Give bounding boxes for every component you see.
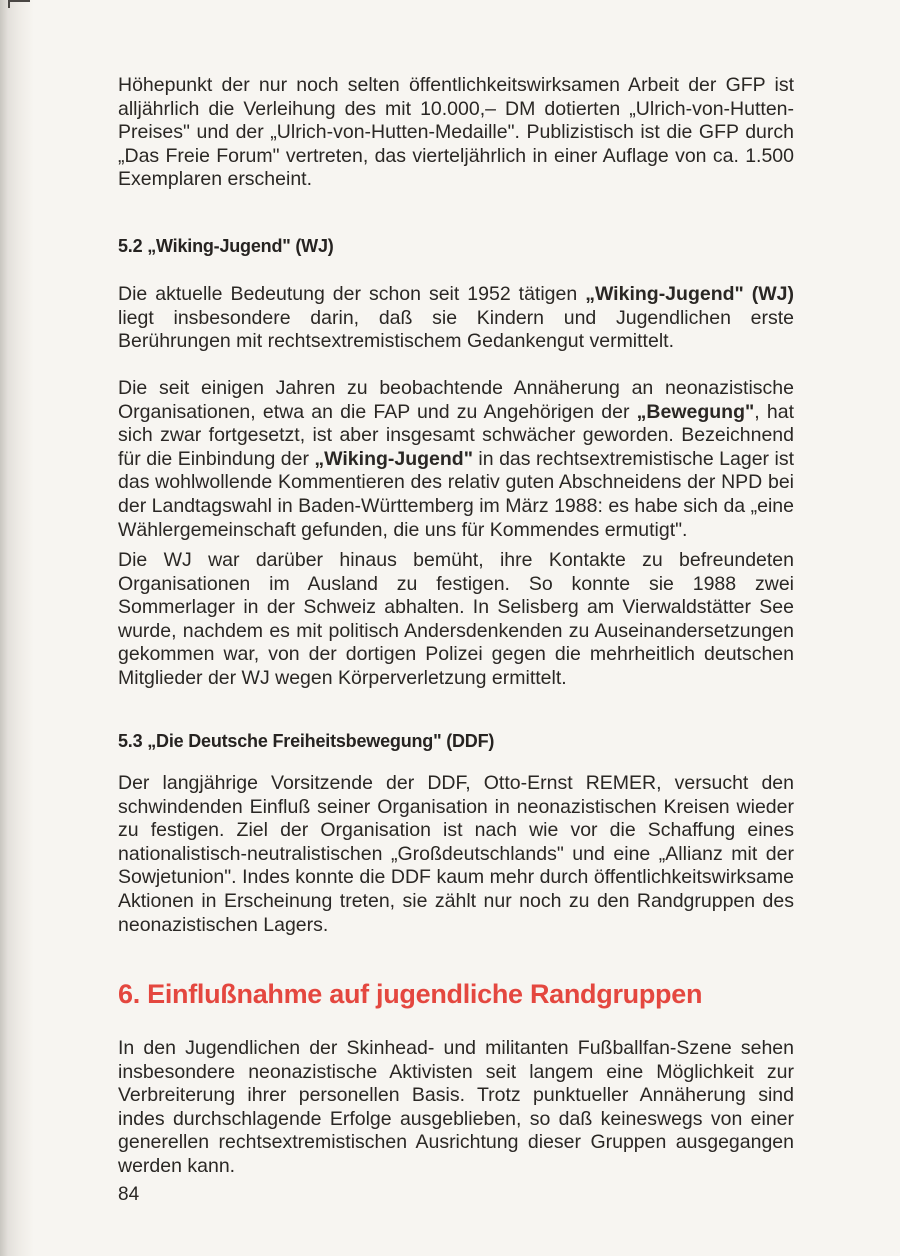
- section-5-2-heading-block: [118, 236, 794, 257]
- p2-text-3: in das rechtsextremistische Lager ist das wohlwollende Kommentieren des relativ guten Abschneidens der NPD bei der Landtagswahl in Baden-Württemberg im März 1988: es habe sich da „eine Wählergemeinschaft gefunden, die uns für Kommendes ermutigt".: [118, 447, 794, 541]
- section-5-2-paragraph-3-block: [118, 549, 794, 691]
- section-6-heading: 6. Einflußnahme auf jugendliche Randgruppen: [118, 979, 703, 1009]
- section-5-2-heading: 5.2 „Wiking-Jugend" (WJ): [118, 236, 334, 256]
- page-number: 84: [118, 1184, 140, 1205]
- p1-bold-wiking-jugend: „Wiking-Jugend" (WJ): [585, 283, 794, 305]
- crop-mark: [8, 0, 30, 8]
- section-5-2-paragraph-2: [118, 377, 794, 542]
- p2-bold-wiking-jugend: „Wiking-Jugend": [314, 447, 473, 470]
- section-5-2-paragraph-1: [118, 283, 794, 354]
- p2-text-2: , hat sich zwar fortgesetzt, ist aber insgesamt schwächer geworden. Bezeichnend für die Einbindung der: [118, 400, 794, 470]
- section-5-2-paragraph-1-block: [118, 283, 794, 354]
- section-5-3-heading-block: [118, 731, 794, 752]
- section-6-paragraph-block: [118, 1037, 794, 1179]
- section-6-paragraph: In den Jugendlichen der Skinhead- und militanten Fußballfan-Szene sehen insbesondere neonazistische Aktivisten seit langem eine Möglichkeit zur Verbreiterung ihrer personellen Basis. Trotz punktueller Annäherung sind indes durchschlagende Erfolge ausgeblieben, so daß keineswegs von einer generellen rechtsextremistischen Ausrichtung dieser Gruppen ausgegangen werden kann.: [118, 1037, 794, 1177]
- p1-text-after: liegt insbesondere darin, daß sie Kindern und Jugendlichen erste Berührungen mit rechtsextremistischem Gedankengut vermittelt.: [118, 306, 794, 353]
- section-6-heading-block: [118, 979, 794, 1010]
- section-5-3-heading: 5.3 „Die Deutsche Freiheitsbewegung" (DDF): [118, 731, 495, 751]
- intro-paragraph-block: [118, 74, 794, 192]
- p2-text-1: Die seit einigen Jahren zu beobachtende Annäherung an neonazistische Organisationen, etwa an die FAP und zu Angehörigen der: [118, 377, 794, 423]
- section-5-3-paragraph: Der langjährige Vorsitzende der DDF, Otto-Ernst REMER, versucht den schwindenden Einfluß seiner Organisation in neonazistischen Kreisen wieder zu festigen. Ziel der Organisation ist nach wie vor die Schaffung eines nationalistisch-neutralistischen „Großdeutschlands" und eine „Allianz mit der Sowjetunion". Indes konnte die DDF kaum mehr durch öffentlichkeitswirksame Aktionen in Erscheinung treten, sie zählt nur noch zu den Randgruppen des neonazistischen Lagers.: [118, 772, 794, 936]
- section-5-3-paragraph-block: [118, 772, 794, 937]
- p1-text-before: Die aktuelle Bedeutung der schon seit 1952 tätigen: [118, 283, 586, 305]
- intro-paragraph: Höhepunkt der nur noch selten öffentlichkeitswirksamen Arbeit der GFP ist alljährlich die Verleihung des mit 10.000,– DM dotierten „Ulrich-von-Hutten-Preises" und der „Ulrich-von-Hutten-Medaille". Publizistisch ist die GFP durch „Das Freie Forum" vertreten, das vierteljährlich in einer Auflage von ca. 1.500 Exemplaren erscheint.: [118, 74, 794, 191]
- section-5-2-paragraph-3: Die WJ war darüber hinaus bemüht, ihre Kontakte zu befreundeten Organisationen im Ausland zu festigen. So konnte sie 1988 zwei Sommerlager in der Schweiz abhalten. In Selisberg am Vierwaldstätter See wurde, nachdem es mit politisch Andersdenkenden zu Auseinandersetzungen gekommen war, von der dortigen Polizei gegen die mehrheitlich deutschen Mitglieder der WJ wegen Körperverletzung ermittelt.: [118, 549, 794, 689]
- scan-binding-shadow: [0, 0, 34, 1256]
- p2-bold-bewegung: „Bewegung": [636, 400, 755, 423]
- section-5-2-paragraph-2-block: [118, 377, 794, 542]
